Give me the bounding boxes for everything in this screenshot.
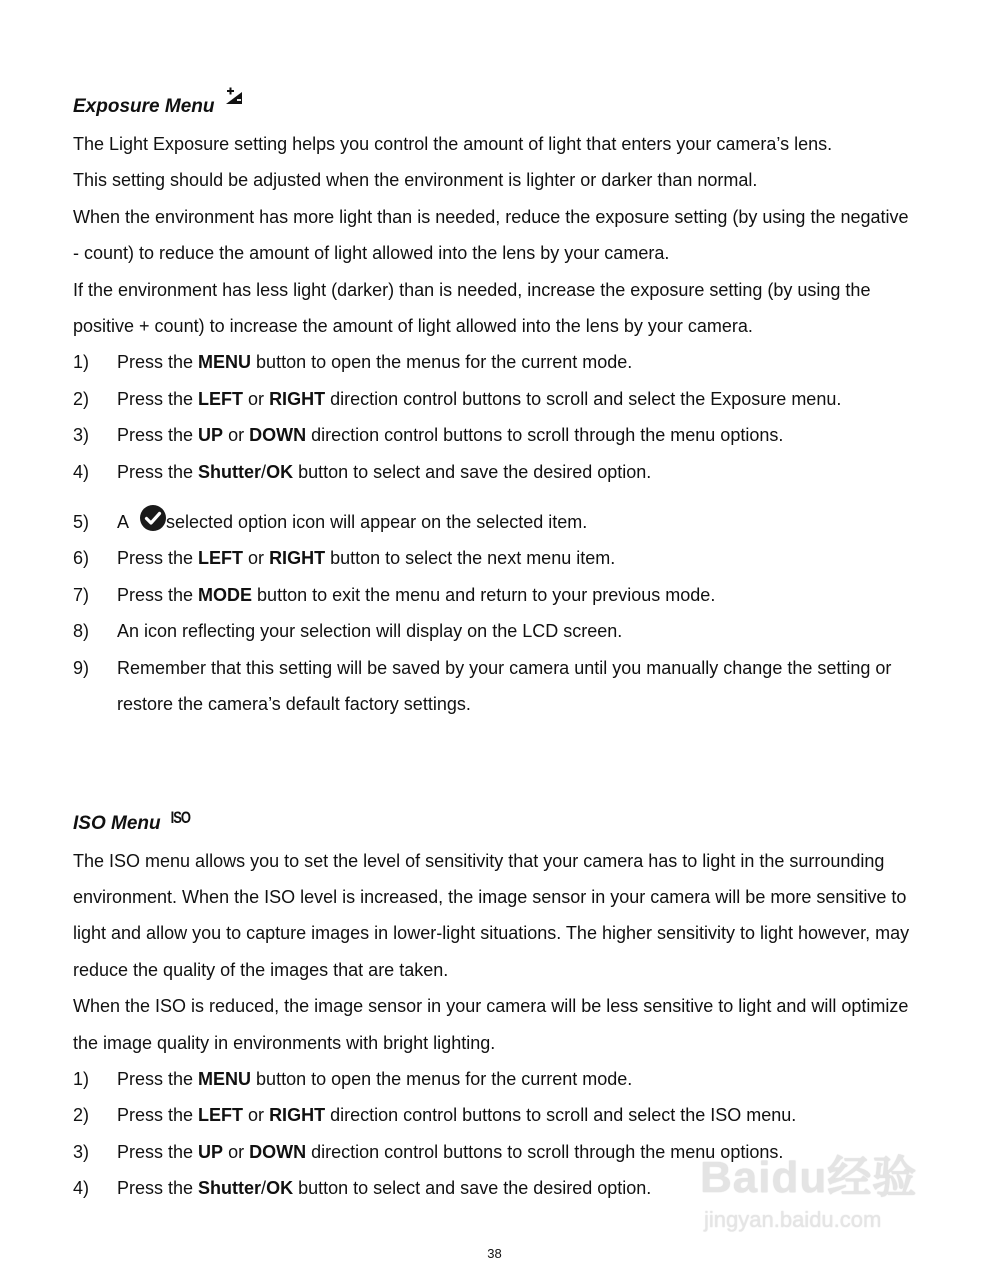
baidu-watermark [700,1150,940,1250]
iso-icon: ISO [170,807,191,827]
list-item: 6) Press the LEFT or RIGHT button to select the next menu item. [73,548,616,569]
iso-menu-title: ISO Menu [73,812,161,834]
watermark-url: jingyan.baidu.com [704,1207,882,1232]
list-item: 3) Press the UP or DOWN direction control buttons to scroll through the menu options. [73,1141,784,1162]
checkmark-circle-icon [139,504,167,532]
list-item: 1) Press the MENU button to open the menus for the current mode. [73,1068,633,1089]
page-number: 38 [487,1246,502,1261]
document-page [73,88,913,1207]
exposure-paragraph-1: The Light Exposure setting helps you control the amount of light that enters your camera’s lens. [73,134,833,154]
exposure-paragraph-4: If the environment has less light (darker) than is needed, increase the exposure setting (by using the positive + count) to increase the amount of light allowed into the lens by your camera. [73,279,871,337]
exposure-menu-heading [73,88,913,126]
iso-paragraph-2: When the ISO is reduced, the image sensor in your camera will be less sensitive to light and will optimize the image quality in environments with bright lighting. [73,996,909,1053]
list-item: 2) Press the LEFT or RIGHT direction control buttons to scroll and select the Exposure menu. [73,388,842,409]
exposure-paragraph-2: This setting should be adjusted when the environment is lighter or darker than normal. [73,170,758,191]
list-item: 8) An icon reflecting your selection will display on the LCD screen. [73,621,623,642]
iso-paragraph-1: The ISO menu allows you to set the level of sensitivity that your camera has to light in the surrounding environment. When the ISO level is increased, the image sensor in your camera will be more sensitive to light and allow you to capture images in lower-light situations. The higher sensitivity to light however, may reduce the quality of the images that are taken. [73,850,910,980]
iso-menu-heading [73,805,913,843]
list-item: 4) Press the Shutter/OK button to select and save the desired option. [73,1178,652,1199]
exposure-compensation-icon [224,83,244,119]
list-item: 4) Press the Shutter/OK button to select and save the desired option. [73,461,652,482]
list-item: 1) Press the MENU button to open the menus for the current mode. [73,352,633,373]
list-item: 9) Remember that this setting will be saved by your camera until you manually change the setting or restore the camera’s default factory settings. [73,657,892,715]
exposure-steps-list [73,344,913,722]
list-item: 7) Press the MODE button to exit the menu and return to your previous mode. [73,584,716,605]
exposure-menu-title: Exposure Menu [73,96,215,117]
list-item: 3) Press the UP or DOWN direction control buttons to scroll through the menu options. [73,425,784,446]
exposure-paragraph-3: When the environment has more light than is needed, reduce the exposure setting (by using the negative - count) to reduce the amount of light allowed into the lens by your camera. [73,206,909,264]
watermark-logo: Baidu经验 [700,1153,918,1202]
list-item: 5) A selected option icon will appear on the selected item. [73,490,913,540]
list-item: 2) Press the LEFT or RIGHT direction control buttons to scroll and select the ISO menu. [73,1105,797,1126]
